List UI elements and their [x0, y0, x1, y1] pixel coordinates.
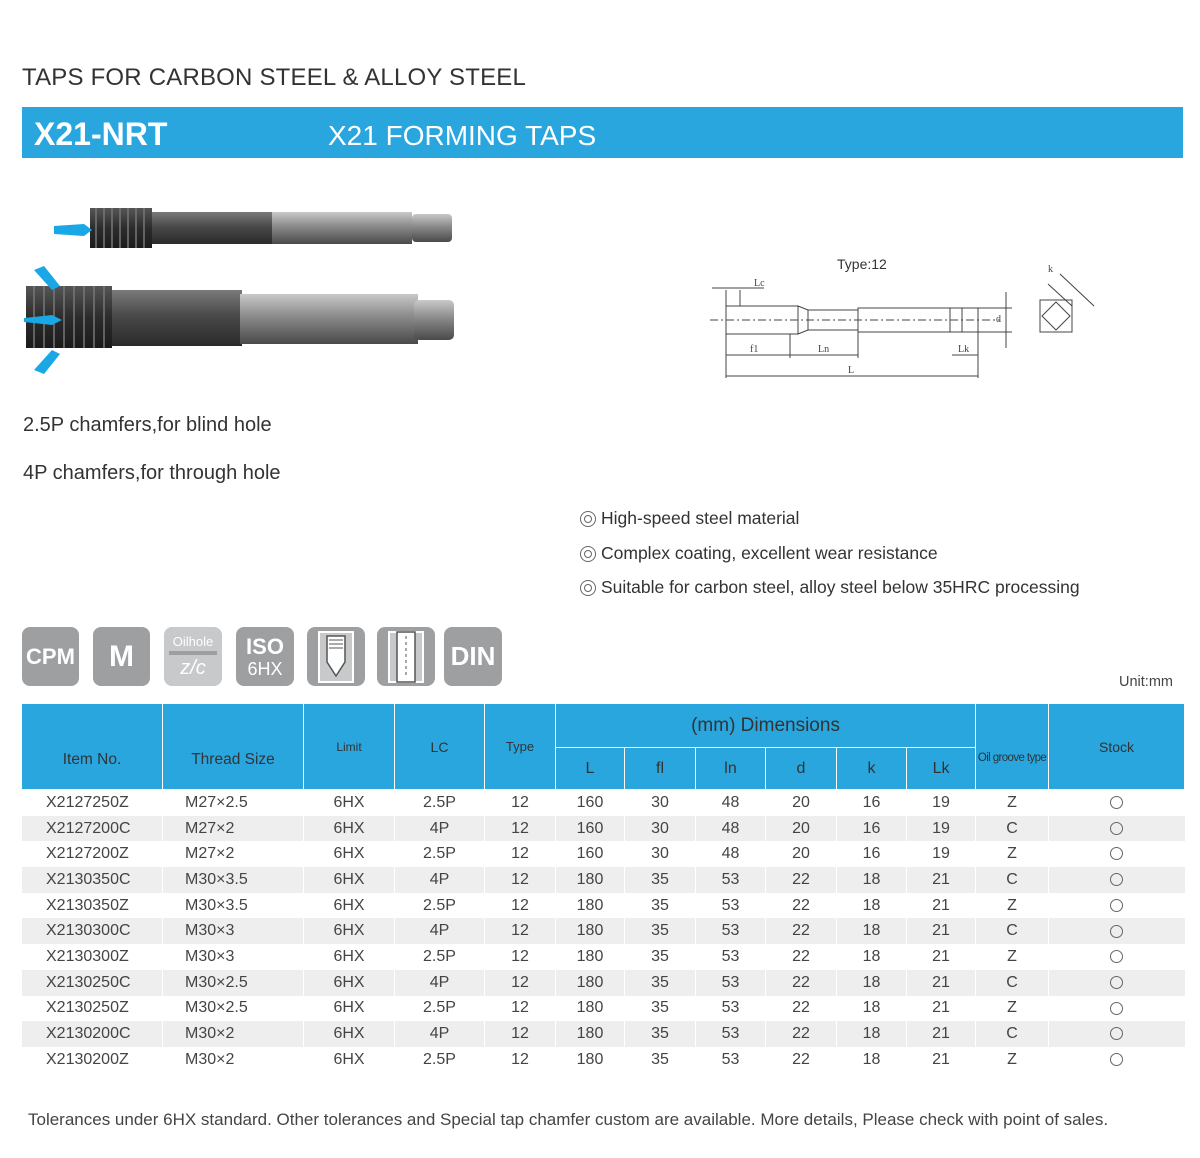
header-limit: Limit — [304, 704, 395, 790]
header-stock: Stock — [1049, 704, 1185, 790]
table-row: X2130350C M30×3.5 6HX 4P 12 180 35 53 22 18 21 C — [22, 867, 1185, 893]
product-name: X21 FORMING TAPS — [328, 120, 597, 151]
header-fl: fl — [625, 748, 696, 790]
tap-dimension-diagram — [700, 250, 1110, 390]
table-row: X2130300Z M30×3 6HX 2.5P 12 180 35 53 22 18 21 Z — [22, 944, 1185, 970]
diagram-label-l: L — [848, 365, 855, 376]
diagram-label-ln: Ln — [818, 344, 830, 355]
stock-circle-icon — [1110, 847, 1123, 860]
header-k: k — [837, 748, 907, 790]
double-circle-bullet-icon — [580, 546, 596, 562]
table-row: X2130350Z M30×3.5 6HX 2.5P 12 180 35 53 22 18 21 Z — [22, 893, 1185, 919]
feature-item: Complex coating, excellent wear resistance — [580, 543, 1080, 578]
tap-product-images — [22, 190, 472, 380]
diagram-label-k: k — [1048, 264, 1053, 275]
table-row: X2130300C M30×3 6HX 4P 12 180 35 53 22 18 21 C — [22, 918, 1185, 944]
through-hole-icon — [377, 627, 435, 686]
unit-label: Unit:mm — [1119, 674, 1173, 690]
header-dimensions: (mm) Dimensions — [556, 704, 976, 748]
table-row: X2127250Z M27×2.5 6HX 2.5P 12 160 30 48 20 16 19 Z — [22, 790, 1185, 816]
blind-hole-tap-image — [54, 208, 452, 248]
stock-circle-icon — [1110, 1027, 1123, 1040]
stock-circle-icon — [1110, 873, 1123, 886]
iso-6hx-badge: ISO 6HX — [236, 627, 294, 686]
header-l: L — [556, 748, 625, 790]
double-circle-bullet-icon — [580, 511, 596, 527]
stock-circle-icon — [1110, 1053, 1123, 1066]
header-d: d — [766, 748, 837, 790]
feature-item: High-speed steel material — [580, 508, 1080, 543]
category-title: TAPS FOR CARBON STEEL & ALLOY STEEL — [22, 64, 527, 91]
stock-circle-icon — [1110, 796, 1123, 809]
diagram-label-d: d — [996, 314, 1001, 325]
chamfer-blind-hole: 2.5P chamfers,for blind hole — [23, 414, 272, 436]
stock-circle-icon — [1110, 822, 1123, 835]
stock-circle-icon — [1110, 1002, 1123, 1015]
table-row: X2130200C M30×2 6HX 4P 12 180 35 53 22 18 21 C — [22, 1021, 1185, 1047]
stock-circle-icon — [1110, 899, 1123, 912]
table-row: X2127200C M27×2 6HX 4P 12 160 30 48 20 16 19 C — [22, 816, 1185, 842]
title-banner — [22, 107, 1183, 158]
diagram-label-lc: Lc — [754, 278, 765, 289]
spec-table — [21, 703, 1185, 1073]
diagram-type-label: Type:12 — [837, 256, 887, 272]
chamfer-through-hole: 4P chamfers,for through hole — [23, 462, 281, 484]
m-badge: M — [93, 627, 150, 686]
through-hole-tap-image — [24, 266, 454, 374]
stock-circle-icon — [1110, 950, 1123, 963]
header-type: Type — [485, 704, 556, 790]
feature-list — [580, 508, 1080, 612]
diagram-label-lk: Lk — [958, 344, 970, 355]
diagram-label-f1: f1 — [750, 344, 759, 355]
blind-hole-icon — [307, 627, 365, 686]
din-badge: DIN — [444, 627, 502, 686]
stock-circle-icon — [1110, 925, 1123, 938]
stock-circle-icon — [1110, 976, 1123, 989]
header-item-no: Item No. — [22, 704, 163, 790]
table-row: X2130250C M30×2.5 6HX 4P 12 180 35 53 22 18 21 C — [22, 970, 1185, 996]
table-row: X2130200Z M30×2 6HX 2.5P 12 180 35 53 22 18 21 Z — [22, 1047, 1185, 1073]
table-row: X2130250Z M30×2.5 6HX 2.5P 12 180 35 53 22 18 21 Z — [22, 996, 1185, 1022]
header-lk: Lk — [907, 748, 976, 790]
feature-item: Suitable for carbon steel, alloy steel below 35HRC processing — [580, 577, 1080, 612]
footnote: Tolerances under 6HX standard. Other tolerances and Special tap chamfer custom are available. More details, Please check with point of sales. — [28, 1110, 1109, 1129]
header-ln: ln — [696, 748, 766, 790]
cpm-badge: CPM — [22, 627, 79, 686]
header-oil-groove: Oil groove type — [976, 704, 1049, 790]
oilhole-badge: Oilhole z/c — [164, 627, 222, 686]
header-thread-size: Thread Size — [163, 704, 304, 790]
table-row: X2127200Z M27×2 6HX 2.5P 12 160 30 48 20 16 19 Z — [22, 841, 1185, 867]
product-code: X21-NRT — [34, 116, 168, 152]
double-circle-bullet-icon — [580, 580, 596, 596]
header-lc: LC — [395, 704, 485, 790]
